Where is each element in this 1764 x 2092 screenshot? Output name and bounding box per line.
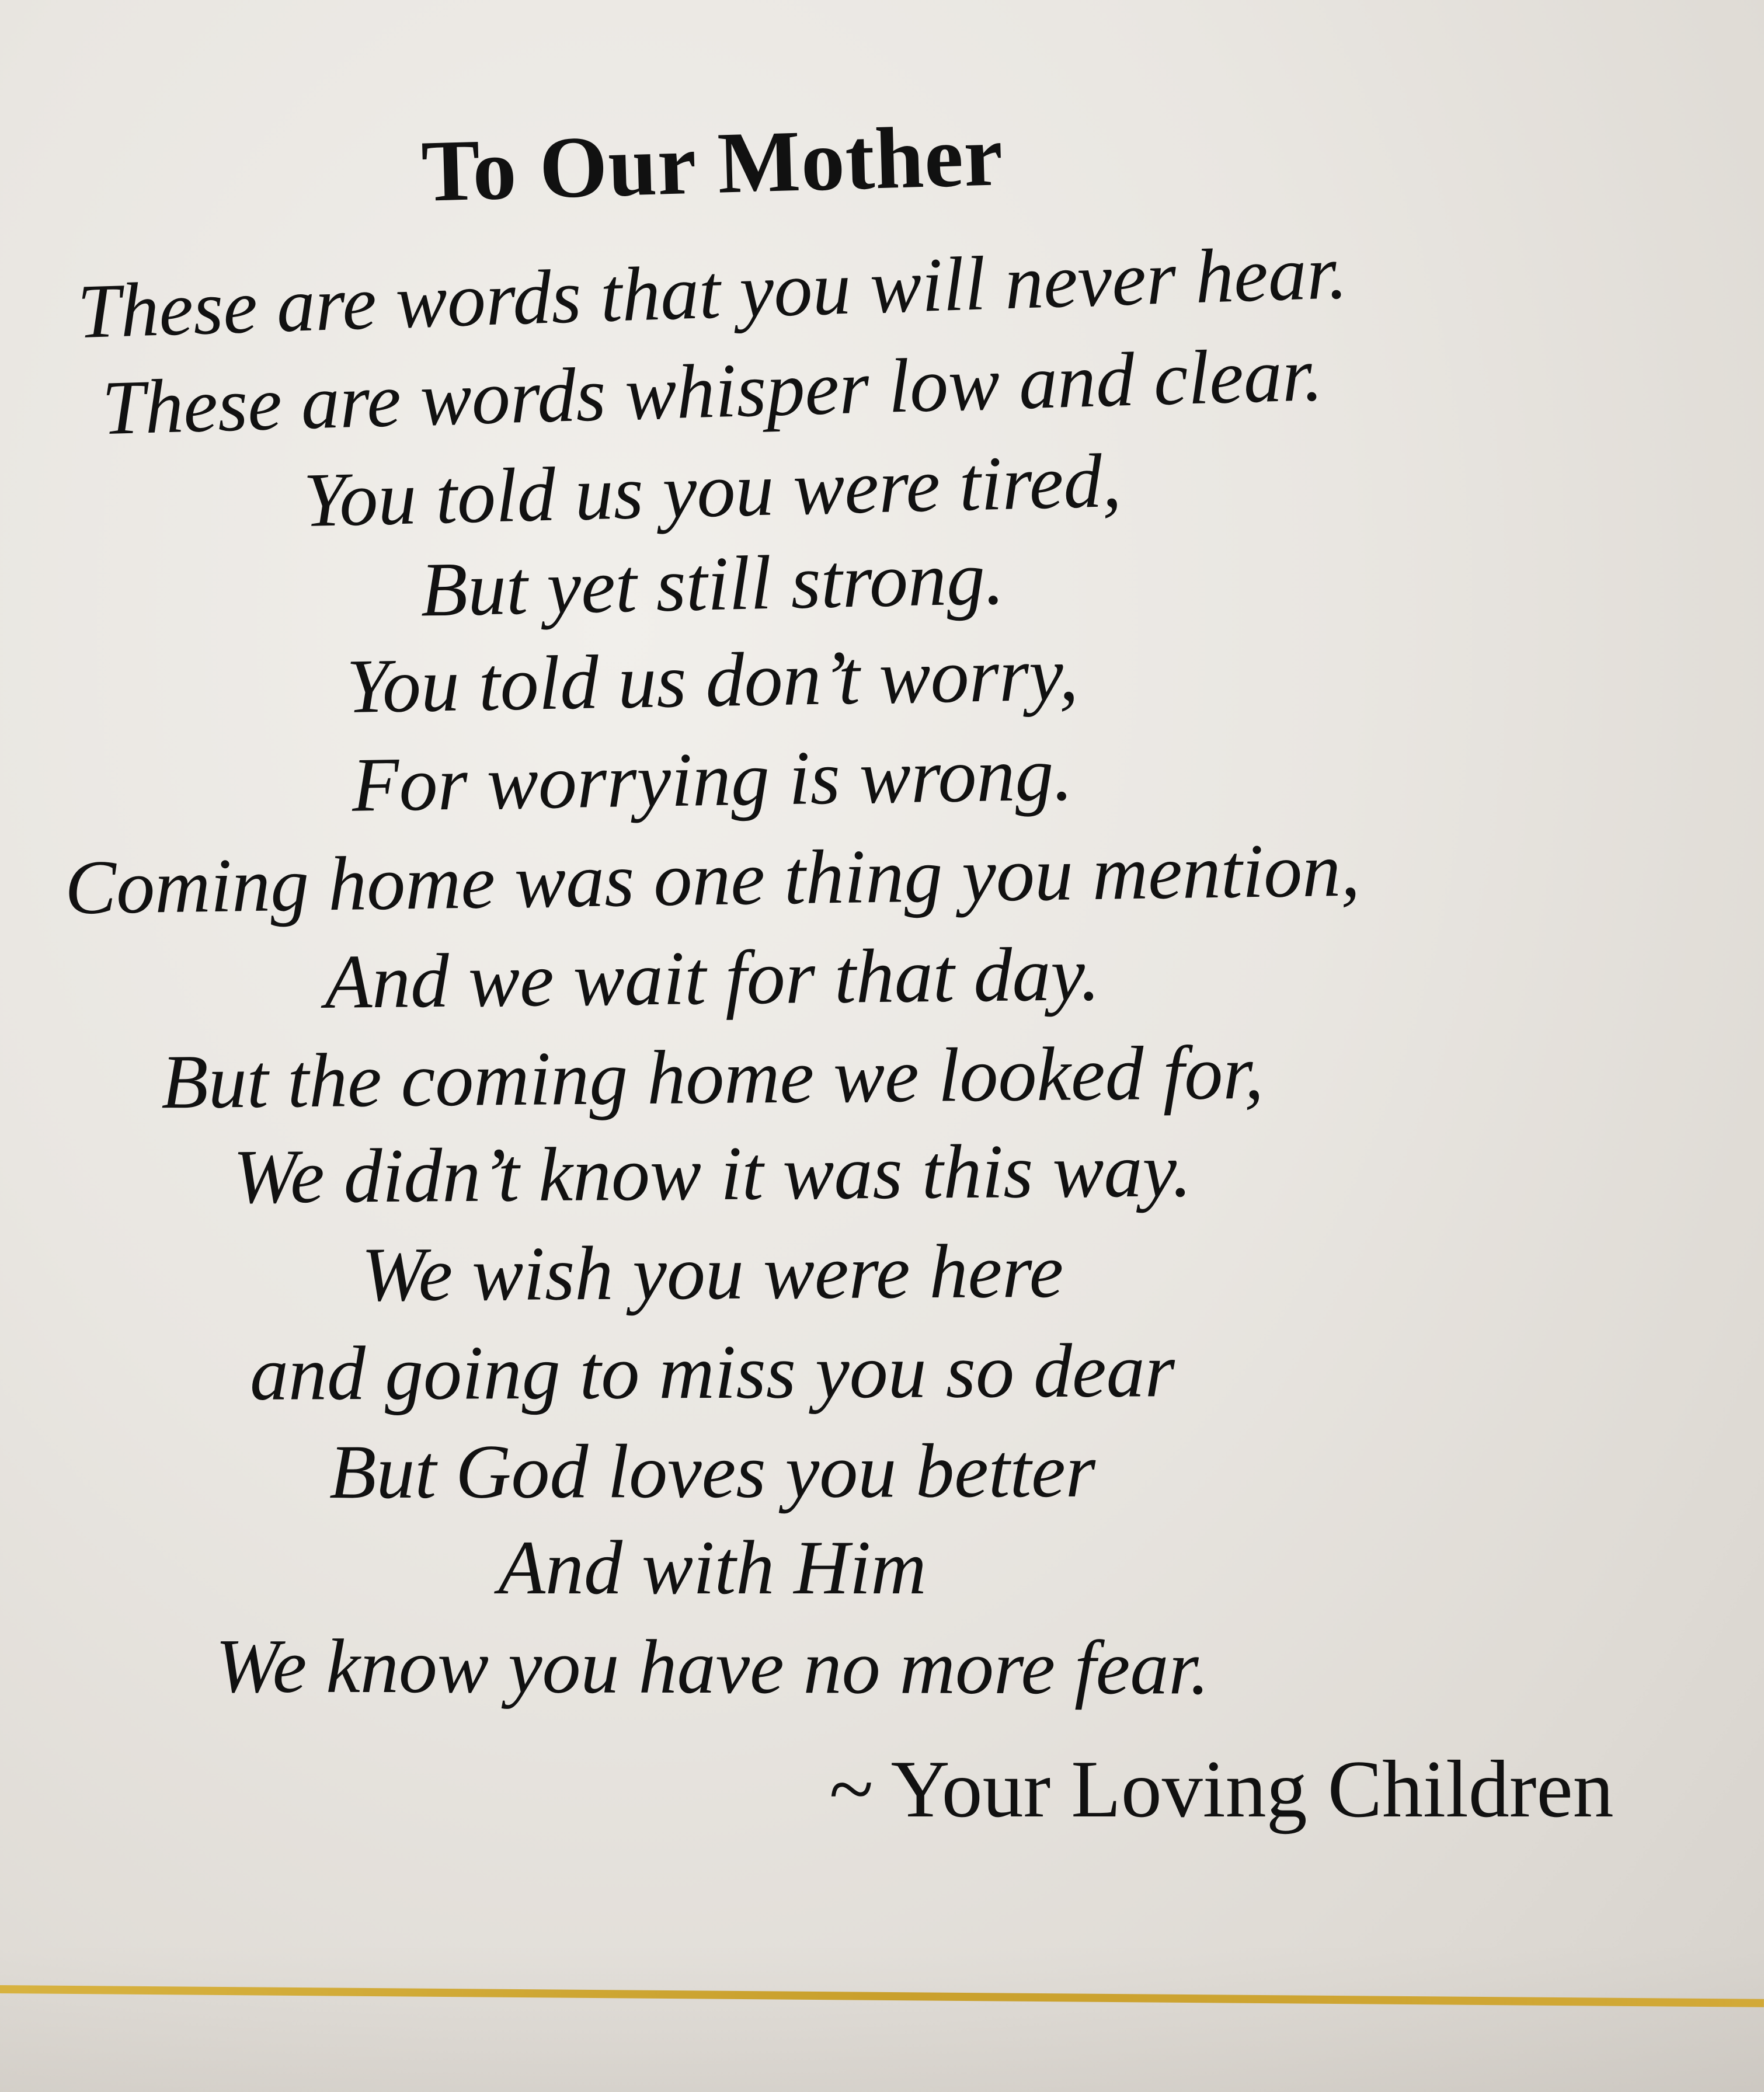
poem-line-1: These are words that you will never hear.	[76, 228, 1349, 355]
poem-line-3: You told us you were tired,	[302, 437, 1122, 544]
poem-line-2: These are words whisper low and clear.	[100, 330, 1324, 451]
poem-line-12: and going to miss you so dear	[249, 1327, 1175, 1416]
poem-line-5: You told us don’t worry,	[346, 631, 1079, 729]
poem-line-14: And with Him	[498, 1524, 927, 1610]
poem-line-6: For worrying is wrong.	[351, 730, 1074, 828]
poem-line-7: Coming home was one thing you mention,	[64, 826, 1361, 931]
poem-line-15: We know you have no more fear.	[215, 1623, 1210, 1711]
poem-line-10: We didn’t know it was this way.	[232, 1127, 1192, 1220]
page-bottom-shadow	[0, 1944, 1764, 2092]
poem-line-11: We wish you were here	[361, 1227, 1064, 1318]
poem-line-4: But yet still strong.	[419, 534, 1005, 633]
poem-line-9: But the coming home we looked for,	[161, 1029, 1264, 1125]
poem-line-8: And we wait for that day.	[324, 931, 1101, 1025]
poem-line-13: But God loves you better	[329, 1427, 1096, 1515]
poem-title: To Our Mother	[420, 107, 1005, 220]
poem-signature: ~ Your Loving Children	[829, 1744, 1614, 1835]
